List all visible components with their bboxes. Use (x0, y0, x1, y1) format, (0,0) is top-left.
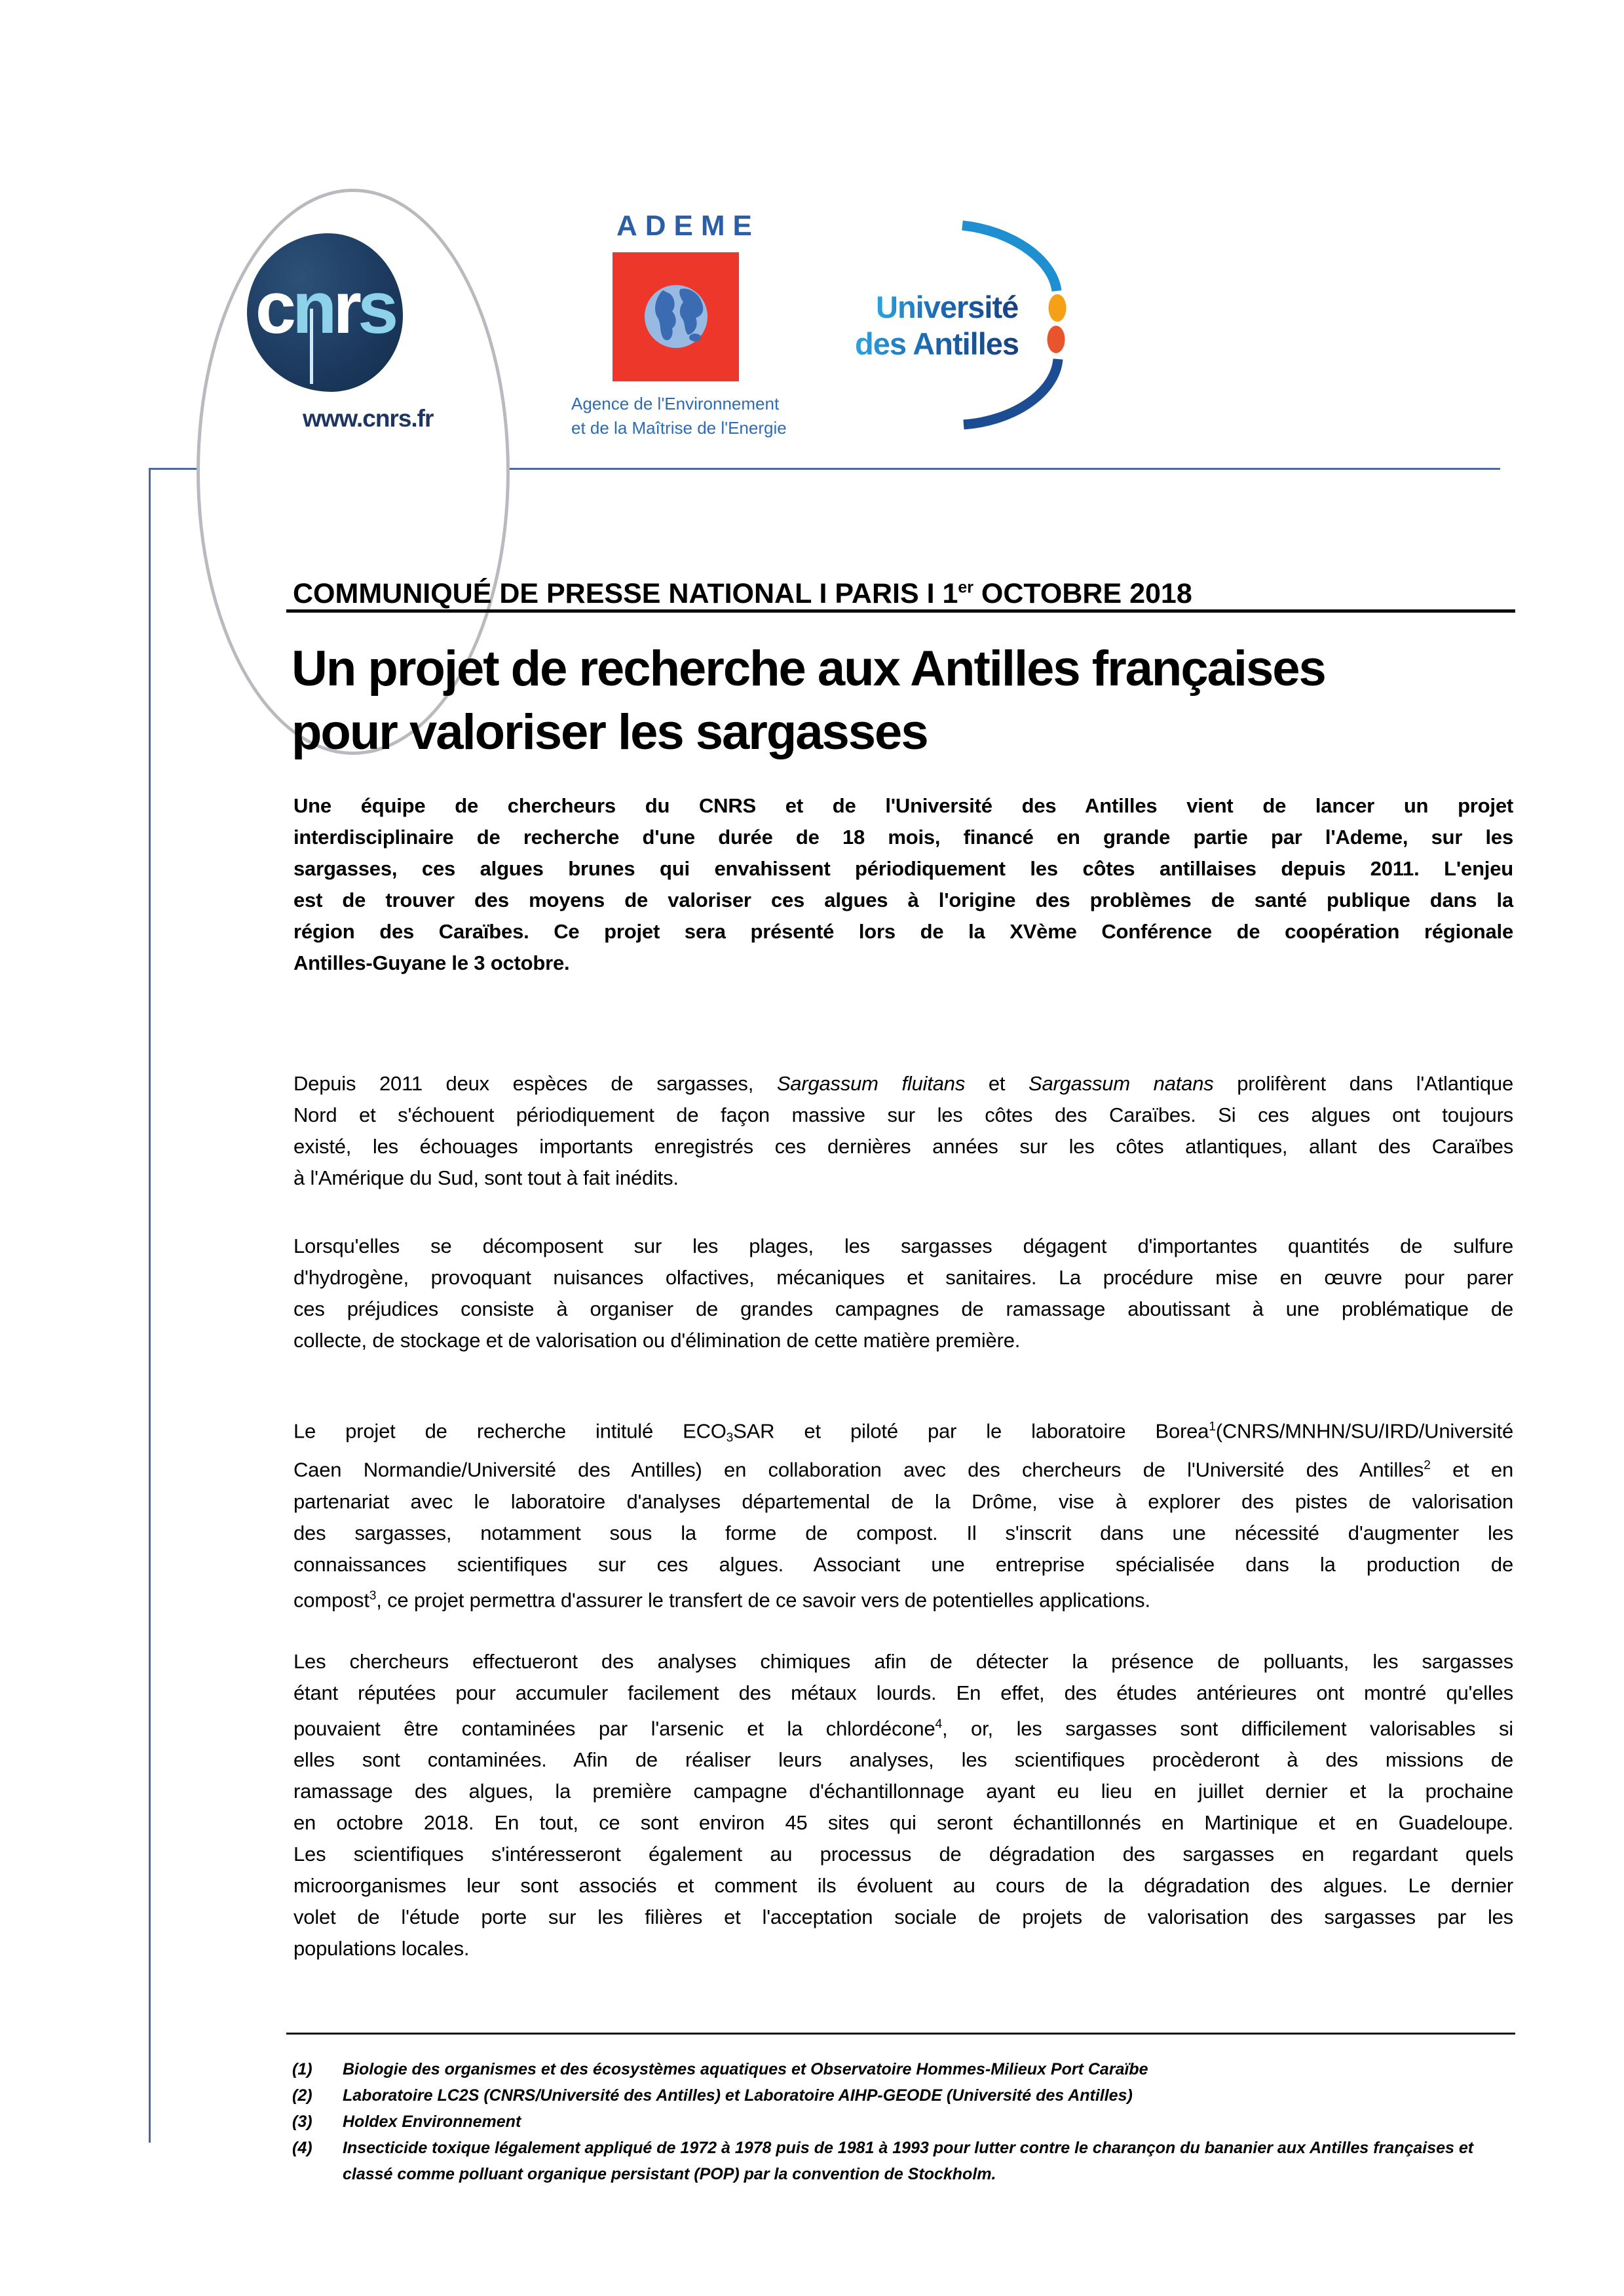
ademe-tagline (571, 392, 794, 440)
body-paragraph-4: Les chercheurs effectueront des analyses chimiques afin de détecter la présence de polluants, les sargasses étant réputées pour accumuler facilement des métaux lourds. En effet, des études antérieures ont montré qu'elles pouvaient être contaminées par l'arsenic et la chlordécone$^4$, or, les sargasses sont difficilement valorisables si elles sont contaminées. Afin de réaliser leurs analyses, les scientifiques procèderont à des missions de ramassage des algues, la première campagne d'échantillonnage ayant eu lieu en juillet dernier et la prochaine en octobre 2018. En tout, ce sont environ 45 sites qui seront échantillonnés en Martinique et en Guadeloupe. Les scientifiques s'intéresseront également au processus de dégradation des sargasses en regardant quels microorganismes leur sont associés et comment ils évoluent au cours de la dégradation des algues. Le dernier volet de l'étude porte sur les filières et l'acceptation sociale de projets de valorisation des sargasses par les populations locales. (293, 1650, 1513, 1961)
footnote-text: Holdex Environnement (343, 2113, 521, 2131)
body-paragraph-2: Lorsqu'elles se décomposent sur les plages, les sargasses dégagent d'importantes quantités de sulfure d'hydrogène, provoquant nuisances olfactives, mécaniques et sanitaires. La procédure mise en œuvre pour parer ces préjudices consiste à organiser de grandes campagnes de ramassage aboutissant à une problématique de collecte, de stockage et de valorisation ou d'élimination de cette matière première. (293, 1234, 1513, 1352)
footnote-item (292, 2082, 1515, 2109)
footnote-number: (4) (292, 2139, 312, 2157)
ua-wordmark-line1: Université (876, 290, 1019, 324)
press-banner: COMMUNIQUÉ DE PRESSE NATIONAL I PARIS I 1er OCTOBRE 2018 (293, 578, 1192, 609)
footnote-text: Insecticide toxique légalement appliqué de 1972 à 1978 puis de 1981 à 1993 pour lutter contre le charançon du bananier aux Antilles françaises et classé comme polluant organique persistant (POP) par la convention de Stockholm. (343, 2139, 1474, 2183)
page-title-line2: pour valoriser les sargasses (292, 704, 928, 760)
footnote-text: Biologie des organismes et des écosystèmes aquatiques et Observatoire Hommes-Milieux Port Caraïbe (343, 2060, 1148, 2078)
banner-underline (286, 609, 1515, 613)
footnote-text: Laboratoire LC2S (CNRS/Université des Antilles) et Laboratoire AIHP-GEODE (Université des Antilles) (343, 2086, 1133, 2105)
globe-icon (643, 284, 709, 349)
body-paragraph-3: Le projet de recherche intitulé $ECO_3SAR$ et piloté par le laboratoire Borea$^1$(CNRS/MNHN/SU/IRD/Université Caen Normandie/Université des Antilles) en collaboration avec des chercheurs de l'Université des Antilles$^2$ et en partenariat avec le laboratoire d'analyses départemental de la Drôme, vise à explorer des pistes de valorisation des sargasses, notamment sous la forme de compost. Il s'inscrit dans une nécessité d'augmenter les connaissances scientifiques sur ces algues. Associant une entreprise spécialisée dans la production de compost$^3$, ce projet permettra d'assurer le transfert de ce savoir vers de potentielles applications. (293, 1419, 1513, 1611)
cnrs-wordmark (255, 267, 395, 349)
ademe-tagline-line2: et de la Maîtrise de l'Energie (571, 418, 787, 438)
footnotes (292, 2056, 1515, 2187)
cnrs-url: www.cnrs.fr (303, 405, 434, 432)
cnrs-letter: s (358, 267, 395, 349)
footnote-number: (1) (292, 2060, 312, 2078)
page-title-line1: Un projet de recherche aux Antilles françaises (292, 641, 1325, 697)
ua-wordmark-line2: des Antilles (855, 326, 1019, 361)
body-paragraph-1: Depuis 2011 deux espèces de sargasses, Sargassum fluitans et Sargassum natans prolifèrent dans l'Atlantique Nord et s'échouent périodiquement de façon massive sur les côtes des Caraïbes. Si ces algues ont toujours existé, les échouages importants enregistrés ces dernières années sur les côtes atlantiques, allant des Caraïbes à l'Amérique du Sud, sont tout à fait inédits. (293, 1072, 1513, 1189)
footnote-divider (286, 2033, 1515, 2035)
footnote-item (292, 2056, 1515, 2082)
cnrs-letter: r (333, 267, 358, 349)
footnote-number: (2) (292, 2086, 312, 2105)
cnrs-letter: c (255, 267, 292, 349)
cnrs-letter: n (292, 267, 333, 349)
page-title (292, 637, 1325, 764)
ademe-wordmark: ADEME (616, 210, 760, 242)
vertical-rule (149, 468, 151, 2143)
footnote-item (292, 2135, 1515, 2187)
footnote-number: (3) (292, 2113, 312, 2131)
ademe-tagline-line1: Agence de l'Environnement (571, 394, 780, 413)
lead-paragraph: Une équipe de chercheurs du CNRS et de l'Université des Antilles vient de lancer un projet interdisciplinaire de recherche d'une durée de 18 mois, financé en grande partie par l'Ademe, sur les sargasses, ces algues brunes qui envahissent périodiquement les côtes antillaises depuis 2011. L'enjeu est de trouver des moyens de valoriser ces algues à l'origine des problèmes de santé publique dans la région des Caraïbes. Ce projet sera présenté lors de la XVème Conférence de coopération régionale Antilles-Guyane le 3 octobre. (293, 794, 1513, 974)
footnote-item (292, 2109, 1515, 2135)
